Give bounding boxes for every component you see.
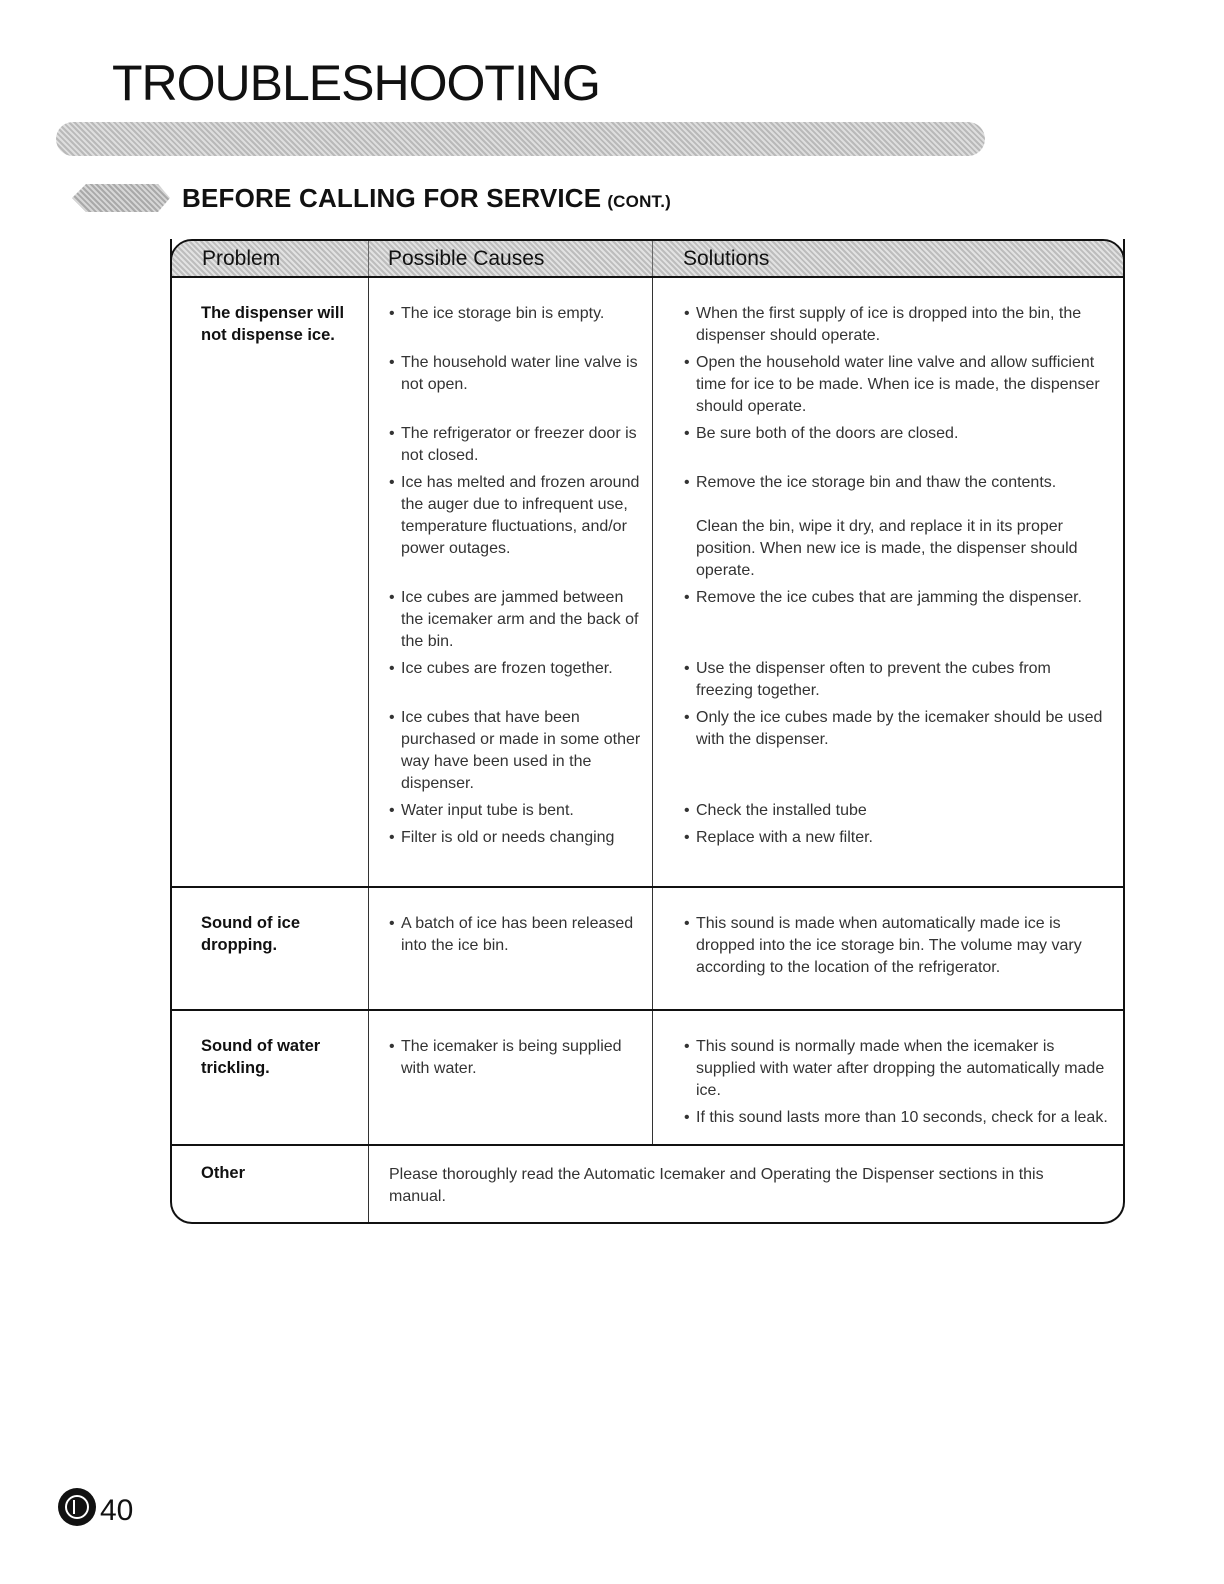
page-number: 40: [100, 1494, 134, 1527]
cause-item: • The household water line valve is not open.: [389, 354, 638, 393]
note-cell: Please thoroughly read the Automatic Icemaker and Operating the Dispenser sections in this manual.: [368, 1146, 1123, 1224]
problem-cell: The dispenser will not dispense ice.: [201, 304, 345, 344]
table-row: [172, 1011, 1123, 1146]
cause-item: • Filter is old or needs changing: [389, 829, 615, 846]
cause-item: • The ice storage bin is empty.: [389, 305, 605, 322]
header-possible-causes: Possible Causes: [368, 241, 652, 276]
problem-cell: Sound of ice dropping.: [201, 914, 300, 954]
causes-cell: [368, 888, 652, 1009]
solution-item: • Replace with a new filter.: [684, 829, 873, 846]
table-row: [172, 278, 1123, 888]
header-problem: Problem: [172, 241, 368, 276]
solution-item: • If this sound lasts more than 10 seconds, check for a leak.: [684, 1109, 1108, 1126]
cause-item: • Ice cubes are jammed between the icemaker arm and the back of the bin.: [389, 589, 639, 650]
section-title: [182, 183, 671, 214]
solution-item: • Remove the ice storage bin and thaw the contents.: [684, 474, 1057, 491]
cause-item: • Ice cubes that have been purchased or made in some other way have been used in the dispenser.: [389, 709, 641, 792]
solution-item: • Only the ice cubes made by the icemaker should be used with the dispenser.: [684, 709, 1103, 748]
causes-cell: [368, 278, 652, 886]
section-arrow-icon: [72, 184, 170, 212]
solution-item: • Remove the ice cubes that are jamming the dispenser.: [684, 589, 1082, 606]
cause-item: • The refrigerator or freezer door is not closed.: [389, 425, 637, 464]
solution-item-continued: Clean the bin, wipe it dry, and replace it in its proper position. When new ice is made, the dispenser should operate.: [696, 518, 1078, 579]
cause-item: • Water input tube is bent.: [389, 802, 574, 819]
solutions-cell: [652, 888, 1123, 1009]
header-solutions: Solutions: [652, 241, 1123, 276]
solution-item: • This sound is made when automatically made ice is dropped into the ice storage bin. The volume may vary according to the location of the refrigerator.: [684, 915, 1082, 976]
solution-item: • When the first supply of ice is dropped into the bin, the dispenser should operate.: [684, 305, 1082, 344]
problem-cell: Other: [201, 1164, 246, 1182]
problem-cell: Sound of water trickling.: [201, 1037, 321, 1077]
cause-item: • Ice cubes are frozen together.: [389, 660, 613, 677]
page-title: TROUBLESHOOTING: [112, 55, 600, 111]
solution-item: • Check the installed tube: [684, 802, 867, 819]
cause-item: • The icemaker is being supplied with water.: [389, 1038, 622, 1077]
cause-item: • A batch of ice has been released into the ice bin.: [389, 915, 634, 954]
lg-logo-icon: [58, 1488, 96, 1526]
table-row: [172, 888, 1123, 1011]
solution-item: • This sound is normally made when the icemaker is supplied with water after dropping the automatically made ice.: [684, 1038, 1105, 1099]
table-header: [170, 239, 1125, 278]
solution-item: • Use the dispenser often to prevent the cubes from freezing together.: [684, 660, 1051, 699]
solutions-cell: [652, 278, 1123, 886]
causes-cell: [368, 1011, 652, 1144]
section-title-text: BEFORE CALLING FOR SERVICE: [182, 182, 602, 213]
solution-item: • Be sure both of the doors are closed.: [684, 425, 959, 442]
solution-item: • Open the household water line valve and allow sufficient time for ice to be made. When ice is made, the dispenser should operate.: [684, 354, 1100, 415]
title-decoration-bar: [56, 122, 985, 156]
section-header: [72, 182, 671, 214]
section-title-suffix: (CONT.): [607, 191, 672, 211]
troubleshooting-table: [170, 239, 1125, 1224]
cause-item: • Ice has melted and frozen around the auger due to infrequent use, temperature fluctuations, and/or power outages.: [389, 474, 640, 557]
table-row: [172, 1146, 1123, 1224]
solutions-cell: [652, 1011, 1123, 1144]
